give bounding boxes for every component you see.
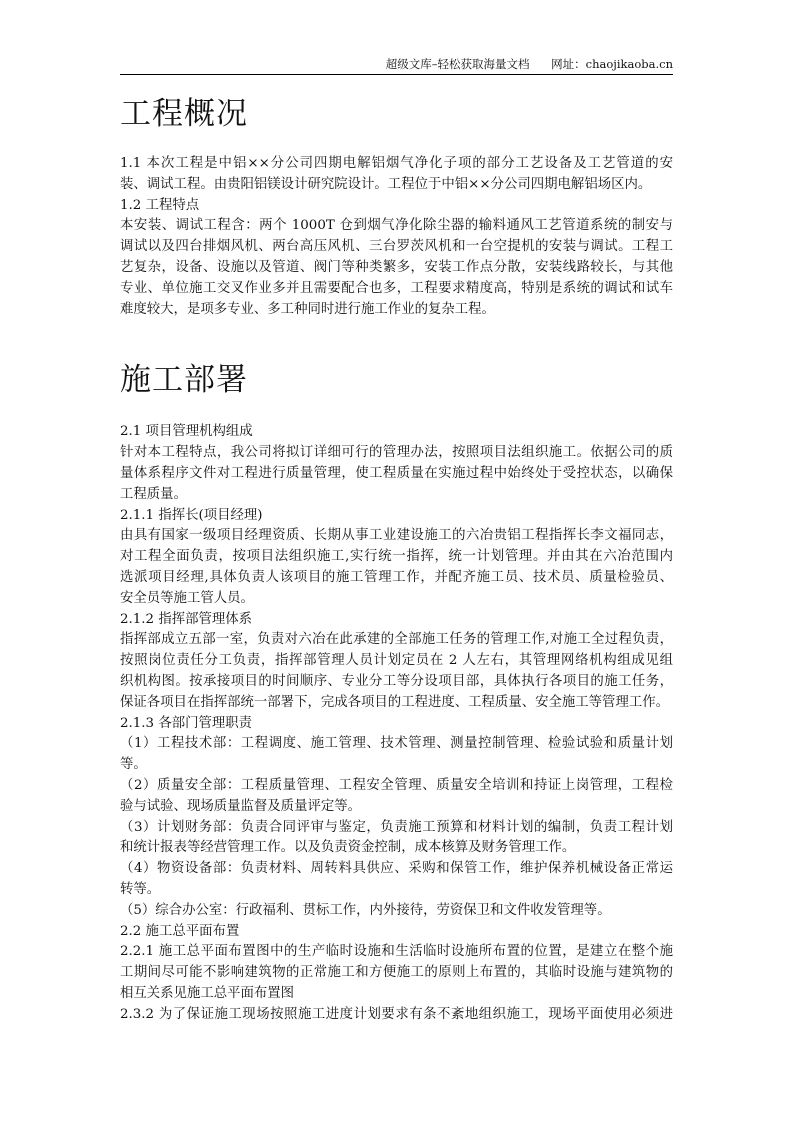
- text-line: 验与试验、现场质量监督及质量评定等。: [120, 798, 362, 814]
- paragraph: [120, 196, 673, 217]
- text-line: （1）工程技术部：工程调度、施工管理、技术管理、测量控制管理、检验试验和质量计划: [120, 736, 673, 752]
- paragraph: [120, 506, 673, 527]
- text-line: 装、调试工程。由贵阳铝镁设计研究院设计。工程位于中铝××分公司四期电解铝场区内。: [120, 176, 652, 192]
- text-line: 2.1.3 各部门管理职责: [120, 715, 253, 731]
- text-line: 工期间尽可能不影响建筑物的正常施工和方便施工的原则上布置的，其临时设施与建筑物的: [120, 965, 673, 981]
- paragraph: [120, 901, 673, 922]
- text-line: 调试以及四台排烟风机、两台高压风机、三台罗茨风机和一台空提机的安装与调试。工程工: [120, 239, 673, 255]
- text-line: 1.1 本次工程是中铝××分公司四期电解铝烟气净化子项的部分工艺设备及工艺管道的安: [120, 156, 673, 171]
- text-line: 专业、单位施工交叉作业多并且需要配合也多，工程要求精度高，特别是系统的调试和试车: [120, 280, 673, 296]
- paragraph: [120, 714, 673, 735]
- text-line: （2）质量安全部：工程质量管理、工程安全管理、质量安全培训和持证上岗管理，工程检: [120, 777, 673, 793]
- text-line: 量体系程序文件对工程进行质量管理，使工程质量在实施过程中始终处于受控状态，以确保: [120, 465, 673, 481]
- text-line: 由具有国家一级项目经理资质、长期从事工业建设施工的六冶贵铝工程指挥长李文福同志，: [120, 528, 673, 544]
- text-line: 针对本工程特点，我公司将拟订详细可行的管理办法，按照项目法组织施工。依据公司的质: [120, 445, 673, 461]
- paragraph: [120, 818, 673, 860]
- text-line: 选派项目经理,具体负责人该项目的施工管理工作，并配齐施工员、技术员、质量检验员、: [120, 569, 673, 585]
- section-heading-overview: 工程概况: [120, 96, 248, 132]
- section-overview-body: [120, 154, 673, 320]
- text-line: 相互关系见施工总平面布置图: [120, 985, 295, 1001]
- text-line: 2.2.1 施工总平面布置图中的生产临时设施和生活临时设施所布置的位置，是建立在整个施: [120, 944, 673, 960]
- section-heading-deployment: 施工部署: [120, 362, 248, 399]
- text-line: 按照岗位责任分工负责，指挥部管理人员计划定员在 2 人左右，其管理网络机构组成见组: [120, 653, 673, 669]
- header-site-name: 超级文库–轻松获取海量文档: [385, 57, 530, 71]
- text-line: 2.2 施工总平面布置: [120, 923, 240, 939]
- text-line: （3）计划财务部：负责合同评审与鉴定，负责施工预算和材料计划的编制，负责工程计划: [120, 819, 673, 835]
- text-line: 转等。: [120, 881, 161, 897]
- text-line: 2.1.2 指挥部管理体系: [120, 611, 253, 627]
- text-line: 等。: [120, 757, 147, 773]
- paragraph: [120, 422, 673, 443]
- text-line: 难度较大，是项多专业、多工种同时进行施工作业的复杂工程。: [120, 301, 495, 317]
- text-line: 艺复杂，设备、设施以及管道、阀门等种类繁多，安装工作点分散，安装线路较长，与其他: [120, 259, 673, 275]
- section-deployment-body: [120, 422, 673, 1025]
- page-header: [120, 56, 673, 75]
- text-line: 对工程全面负责，按项目法组织施工,实行统一指挥，统一计划管理。并由其在六冶范围内: [120, 549, 673, 565]
- paragraph: [120, 859, 673, 901]
- text-line: 本安装、调试工程含：两个 1000T 仓到烟气净化除尘器的输料通风工艺管道系统的制安与: [120, 218, 673, 234]
- paragraph: [120, 630, 673, 713]
- paragraph: [120, 610, 673, 631]
- text-line: 织机构图。按承接项目的时间顺序、专业分工等分设项目部，具体执行各项目的施工任务，: [120, 673, 673, 689]
- text-line: 工程质量。: [120, 486, 187, 502]
- text-line: 保证各项目在指挥部统一部署下，完成各项目的工程进度、工程质量、安全施工等管理工作。: [120, 694, 670, 710]
- header-url: 网址：chaojikaoba.cn: [551, 57, 673, 71]
- paragraph: [120, 922, 673, 943]
- paragraph: [120, 942, 673, 1004]
- paragraph: [120, 776, 673, 818]
- text-line: 2.3.2 为了保证施工现场按照施工进度计划要求有条不紊地组织施工，现场平面使用必须进: [120, 1006, 673, 1022]
- paragraph: [120, 526, 673, 609]
- text-line: 指挥部成立五部一室，负责对六冶在此承建的全部施工任务的管理工作,对施工全过程负责，: [120, 632, 673, 648]
- document-body: [120, 94, 673, 1025]
- text-line: （5）综合办公室：行政福利、贯标工作，内外接待，劳资保卫和文件收发管理等。: [120, 902, 611, 918]
- paragraph: [120, 154, 673, 196]
- text-line: 和统计报表等经营管理工作。以及负责资金控制，成本核算及财务管理工作。: [120, 840, 576, 856]
- paragraph: [120, 216, 673, 320]
- paragraph: [120, 443, 673, 505]
- text-line: 1.2 工程特点: [120, 197, 200, 213]
- paragraph: [120, 1005, 673, 1026]
- text-line: 2.1 项目管理机构组成: [120, 424, 253, 440]
- text-line: 2.1.1 指挥长(项目经理): [120, 507, 263, 523]
- text-line: （4）物资设备部：负责材料、周转料具供应、采购和保管工作，维护保养机械设备正常运: [120, 861, 673, 877]
- text-line: 安全员等施工管人员。: [120, 590, 254, 606]
- paragraph: [120, 734, 673, 776]
